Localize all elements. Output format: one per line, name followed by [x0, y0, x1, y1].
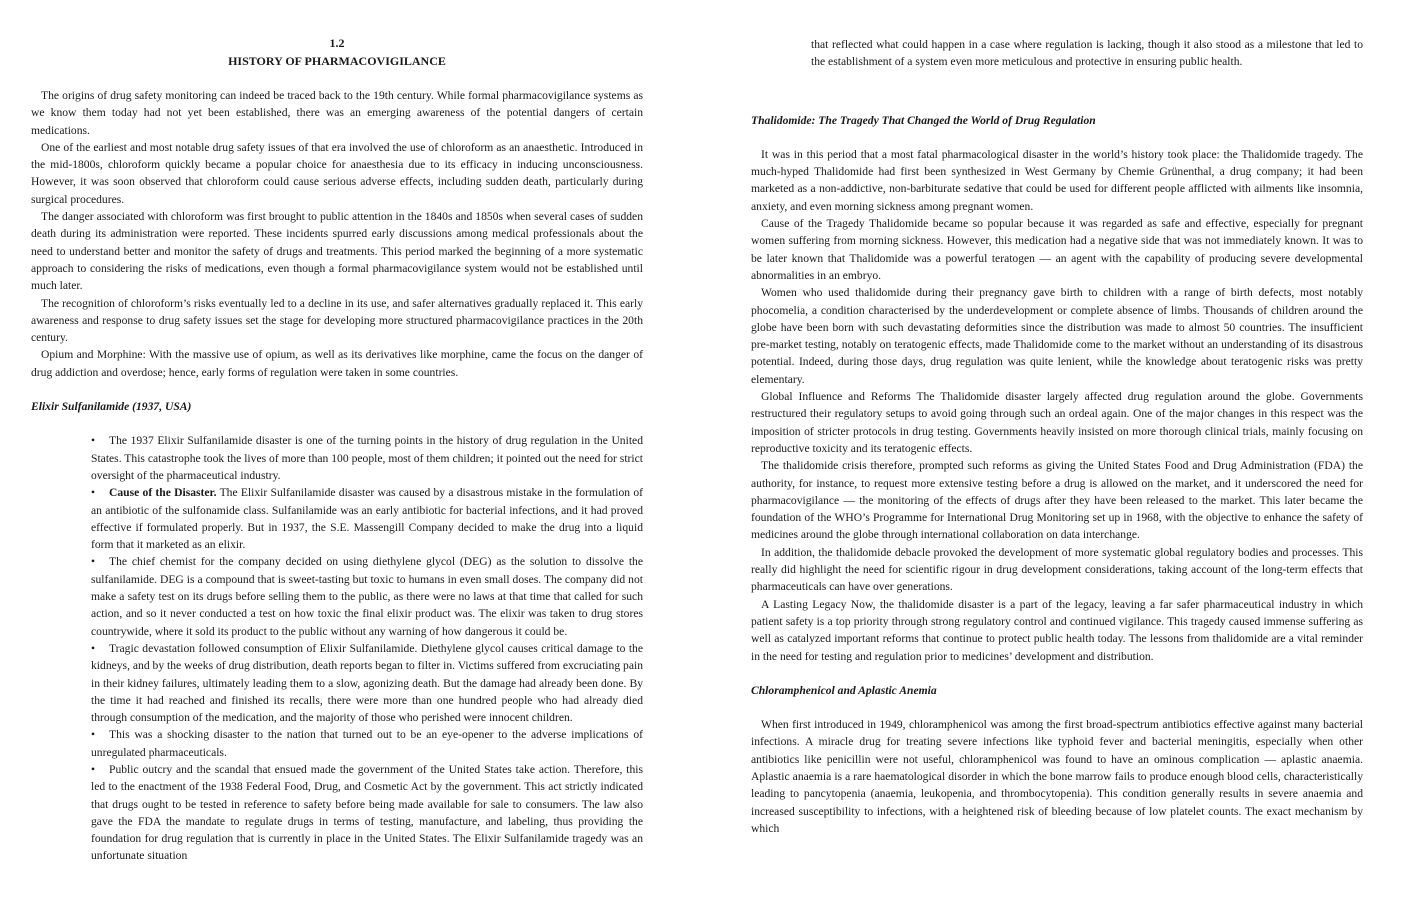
chapter-heading	[31, 34, 643, 70]
paragraph: Global Influence and Reforms The Thalidomide disaster largely affected drug regulation around the globe. Governments restructured their regulatory setups to avoid going through such an ordeal again. One of the major changes in this respect was the imposition of stricter protocols in drug testing. Governments heavily insisted on more thorough clinical trials, mainly focusing on reproductive toxicity and its teratogenic effects.	[751, 390, 1363, 455]
bullet-icon: •	[91, 486, 96, 500]
bullet-icon: •	[91, 728, 96, 742]
list-item-text: This was a shocking disaster to the nation that turned out to be an eye-opener to the adverse implications of unregulated pharmaceuticals.	[91, 728, 643, 759]
section-heading-elixir: Elixir Sulfanilamide (1937, USA)	[31, 400, 192, 414]
bullet-icon: •	[91, 434, 96, 448]
paragraph: A Lasting Legacy Now, the thalidomide disaster is a part of the legacy, leaving a far safer pharmaceutical industry in which patient safety is a top priority through strong regulatory control and continued vigilance. This tragedy caused immense suffering as well as catalyzed important reforms that continue to protect public health today. The lessons from thalidomide are a vital reminder in the need for testing and regulation prior to medicines’ development and distribution.	[751, 597, 1363, 663]
bullet-icon: •	[91, 641, 96, 655]
paragraph: Opium and Morphine: With the massive use of opium, as well as its derivatives like morphine, came the focus on the danger of drug addiction and overdose; hence, early forms of regulation were taken in some countries.	[31, 348, 643, 379]
paragraph: The thalidomide crisis therefore, prompted such reforms as giving the United States Food and Drug Administration (FDA) the authority, for instance, to request more extensive testing before a drug is allowed on the market, and it underscored the need for pharmacovigilance — the monitoring of the effects of drugs after they have been released to the market. This later became the foundation of the WHO’s Programme for International Drug Monitoring set up in 1968, with the objective to enhance the safety of medicines around the globe through international collaboration on data interchange.	[751, 459, 1363, 542]
paragraph: The origins of drug safety monitoring can indeed be traced back to the 19th century. While formal pharmacovigilance systems as we know them today had not yet been established, there was an emerging awareness of the potential dangers of certain medications.	[31, 89, 643, 137]
list-item-text: The 1937 Elixir Sulfanilamide disaster is one of the turning points in the history of drug regulation in the United States. This catastrophe took the lives of more than 100 people, most of them children; it pointed out the need for strict oversight of the pharmaceutical industry.	[91, 434, 643, 482]
list-item	[91, 726, 643, 761]
paragraph: The danger associated with chloroform was first brought to public attention in the 1840s and 1850s when several cases of sudden death during its administration were reported. These incidents spurred early discussions among medical professionals about the need to understand better and monitor the safety of drugs and treatments. This period marked the beginning of a more systematic approach to considering the risks of medications, even though a formal pharmacovigilance system would not be established until much later.	[31, 210, 643, 293]
list-item	[91, 432, 643, 484]
list-item	[91, 553, 643, 639]
list-item-lead: Cause of the Disaster.	[109, 486, 217, 500]
list-item-text: Tragic devastation followed consumption of Elixir Sulfanilamide. Diethylene glycol causes critical damage to the kidneys, and by the weeks of drug distribution, death reports began to filter in. Victims suffered from excruciating pain in their kidney failures, ultimately leading them to a slow, agonizing death. But the damage had already been done. By the time it had reached and finished its recalls, there were more than one hundred people who had already died through consumption of the medication, and the majority of those who perished were innocent children.	[91, 641, 643, 725]
list-item	[91, 761, 643, 865]
paragraph: When first introduced in 1949, chloramphenicol was among the first broad-spectrum antibiotics effective against many bacterial infections. A miracle drug for treating severe infections like typhoid fever and bacterial meningitis, especially when other antibiotics like penicillin were not useful, chloramphenicol was found to have an ominous complication — aplastic anaemia. Aplastic anaemia is a rare haematological disorder in which the bone marrow fails to produce enough blood cells, characteristically leading to pancytopenia (anaemia, leukopenia, and thrombocytopenia). This condition generally results in severe anaemia and increased susceptibility to infections, with a heightened risk of bleeding because of low platelet counts. The exact mechanism by which	[751, 718, 1363, 835]
bullet-icon: •	[91, 762, 96, 776]
list-item-text: The chief chemist for the company decided on using diethylene glycol (DEG) as the solution to dissolve the sulfanilamide. DEG is a compound that is sweet-tasting but toxic to humans in even small doses. The company did not make a safety test on its drugs before selling them to the public, as there were no laws at that time that called for such action, and so it never conducted a test on how toxic the final elixir product was. The elixir was taken to drug stores countrywide, where it sold its product to the public without any warning of how dangerous it could be.	[91, 555, 643, 638]
bullet-list	[31, 432, 643, 864]
list-item	[91, 484, 643, 553]
section-heading-chloramphenicol: Chloramphenicol and Aplastic Anemia	[751, 683, 937, 697]
paragraph: Women who used thalidomide during their pregnancy gave birth to children with a range of birth defects, most notably phocomelia, a condition characterised by the underdevelopment or complete absence of limbs. Thousands of children around the globe have been born with such devastating deformities since the distribution was made to almost 50 countries. The insufficient pre-market testing, notably on teratogenic effects, made Thalidomide come to the market without an understanding of its disastrous potential. Indeed, during those days, drug regulation was quite lenient, while the knowledge about teratogenic risks was pretty elementary.	[751, 286, 1363, 386]
paragraph: It was in this period that a most fatal pharmacological disaster in the world’s history took place: the Thalidomide tragedy. The much-hyped Thalidomide had first been synthesized in West Germany by Chemie Grünenthal, a drug company; it had been marketed as a non-addictive, non-barbiturate sedative that could be used for different people afflicted with ailments like insomnia, anxiety, and even morning sickness among pregnant women.	[751, 147, 1363, 213]
paragraph: In addition, the thalidomide debacle provoked the development of more systematic global regulatory bodies and processes. This really did highlight the need for scientific rigour in drug development considerations, taking account of the long-term effects that pharmaceuticals can have over generations.	[751, 545, 1363, 594]
paragraph: Cause of the Tragedy Thalidomide became so popular because it was regarded as safe and effective, especially for pregnant women suffering from morning sickness. However, this medication had a negative side that was not immediately known. It was to be later known that Thalidomide was a powerful teratogen — an agent with the capability of producing severe developmental abnormalities in an embryo.	[751, 217, 1363, 282]
chapter-title: HISTORY OF PHARMACOVIGILANCE	[228, 54, 446, 68]
chapter-number: 1.2	[329, 36, 345, 50]
paragraph: One of the earliest and most notable drug safety issues of that era involved the use of chloroform as an anaesthetic. Introduced in the mid-1800s, chloroform quickly became a popular choice for anaesthesia due to its efficacy in inducing unconsciousness. However, it was soon observed that chloroform could cause serious adverse effects, including sudden death, particularly during surgical procedures.	[31, 140, 643, 206]
right-page	[751, 36, 1363, 837]
left-page	[31, 34, 643, 865]
section-heading-thalidomide: Thalidomide: The Tragedy That Changed the World of Drug Regulation	[751, 113, 1096, 127]
continuation-paragraph: that reflected what could happen in a case where regulation is lacking, though it also stood as a milestone that led to the establishment of a system even more meticulous and protective in ensuring public health.	[811, 38, 1363, 69]
list-item-text: Public outcry and the scandal that ensued made the government of the United States take action. Therefore, this led to the enactment of the 1938 Federal Food, Drug, and Cosmetic Act by the government. This act strictly indicated that drugs ought to be tested in reference to safety before being made available for sale to consumers. The law also gave the FDA the mandate to regulate drugs in terms of testing, manufacture, and labeling, thus providing the foundation for drug regulation that is currently in place in the United States. The Elixir Sulfanilamide tragedy was an unfortunate situation	[91, 762, 643, 863]
paragraph: The recognition of chloroform’s risks eventually led to a decline in its use, and safer alternatives gradually replaced it. This early awareness and response to drug safety issues set the stage for developing more structured pharmacovigilance practices in the 20th century.	[31, 296, 643, 345]
list-item	[91, 640, 643, 726]
list-item-text: The Elixir Sulfanilamide disaster was caused by a disastrous mistake in the formulation of an antibiotic of the sulfonamide class. Sulfanilamide was an early antibiotic for bacterial infections, and it had proved effective if formulated properly. But in 1937, the S.E. Massengill Company decided to make the drug into a liquid form that it marketed as an elixir.	[91, 486, 643, 552]
bullet-icon: •	[91, 555, 96, 569]
